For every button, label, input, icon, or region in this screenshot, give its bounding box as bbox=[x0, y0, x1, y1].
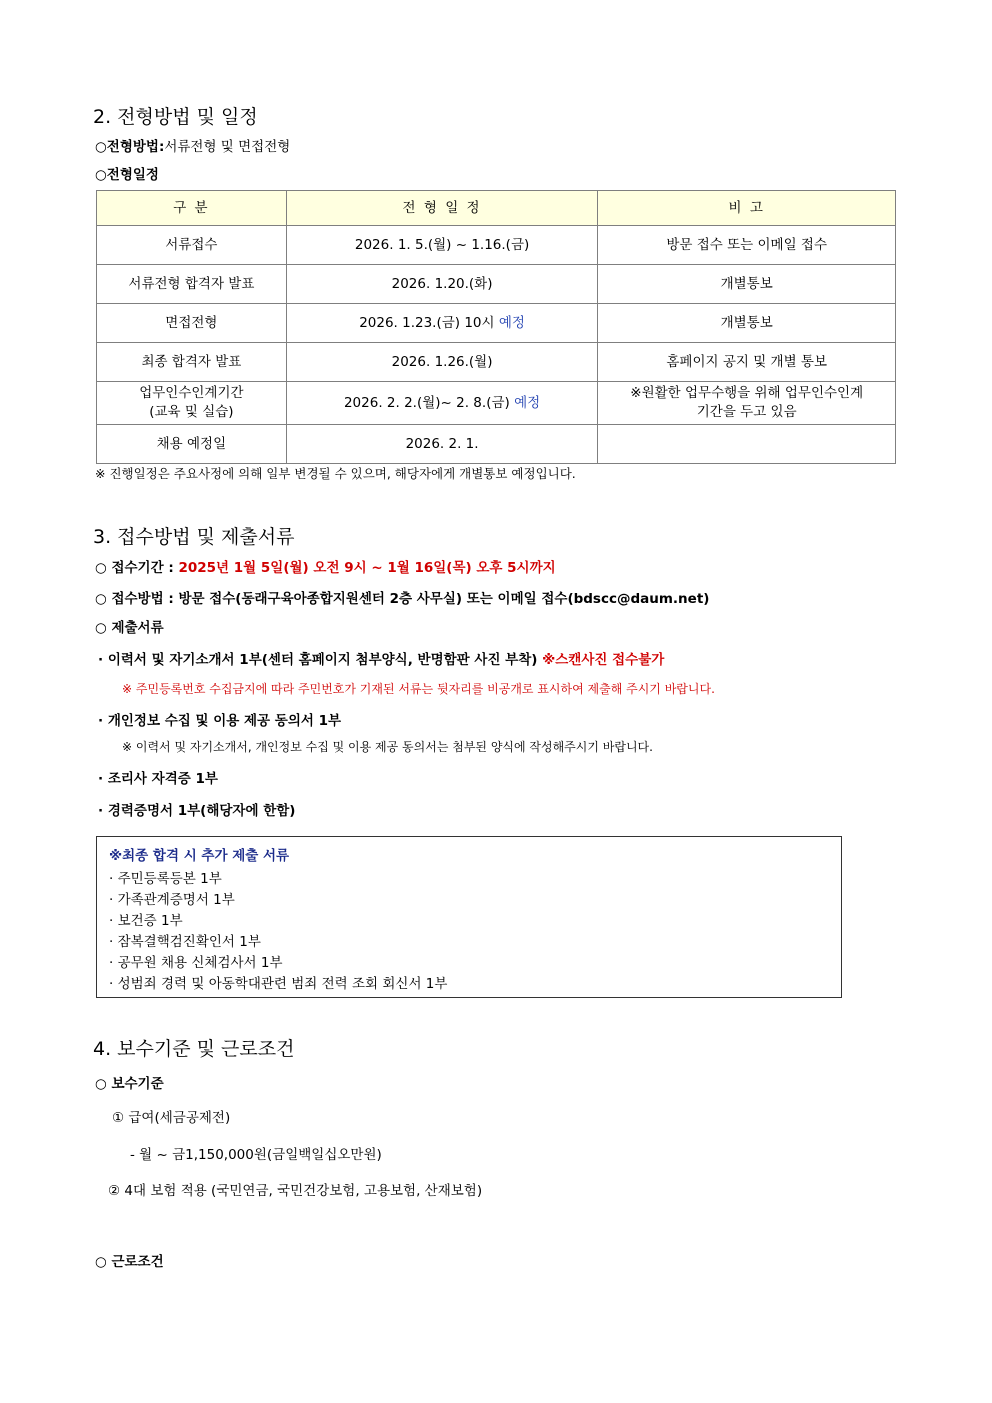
doc-note-forms: ※ 이력서 및 자기소개서, 개인정보 수집 및 이용 제공 동의서는 첨부된 양식에 작성해주시기 바랍니다. bbox=[122, 740, 653, 754]
pay-label: ○ 보수기준 bbox=[95, 1076, 164, 1092]
doc-warning: ※스캔사진 접수불가 bbox=[542, 652, 665, 668]
list-item: · 잠복결핵검진확인서 1부 bbox=[109, 934, 261, 950]
table-cell bbox=[286, 425, 598, 464]
cell-text: 2026. 1.20.(화) bbox=[391, 275, 493, 292]
table-header: 비 고 bbox=[598, 191, 896, 226]
doc-item-license: · 조리사 자격증 1부 bbox=[98, 771, 218, 787]
table-cell bbox=[97, 382, 287, 425]
schedule-label: ○전형일정 bbox=[95, 167, 159, 183]
doc-item-career: · 경력증명서 1부(해당자에 한함) bbox=[98, 803, 296, 819]
table-row bbox=[97, 304, 896, 343]
table-header: 구 분 bbox=[97, 191, 287, 226]
section4-title: 4. 보수기준 및 근로조건 bbox=[93, 1038, 295, 1060]
table-header-row bbox=[97, 191, 896, 226]
cell-text: 2026. 1.26.(월) bbox=[391, 353, 493, 370]
period-line bbox=[95, 556, 556, 576]
section2-title: 2. 전형방법 및 일정 bbox=[93, 106, 258, 128]
cell-suffix: 예정 bbox=[514, 394, 541, 411]
table-cell: 서류접수 bbox=[97, 226, 287, 265]
table-header: 전 형 일 정 bbox=[286, 191, 598, 226]
table-cell: 홈페이지 공지 및 개별 통보 bbox=[598, 343, 896, 382]
cell-text: 2026. 1. 5.(월) ~ 1.16.(금) bbox=[354, 236, 530, 253]
conditions-label: ○ 근로조건 bbox=[95, 1254, 164, 1270]
pay-item-insurance: ② 4대 보험 적용 (국민연금, 국민건강보험, 고용보험, 산재보험) bbox=[108, 1183, 483, 1199]
pay-item-salary: ① 급여(세금공제전) bbox=[112, 1110, 231, 1126]
table-row bbox=[97, 425, 896, 464]
extra-docs-title: ※최종 합격 시 추가 제출 서류 bbox=[109, 848, 290, 864]
table-cell bbox=[598, 425, 896, 464]
table-cell: 개별통보 bbox=[598, 265, 896, 304]
table-cell bbox=[286, 265, 598, 304]
cell-text: 2026. 2. 2.(월)~ 2. 8.(금) bbox=[343, 394, 515, 411]
table-cell: 방문 접수 또는 이메일 접수 bbox=[598, 226, 896, 265]
doc-note-ssn: ※ 주민등록번호 수집금지에 따라 주민번호가 기재된 서류는 뒷자리를 비공개로 표시하여 제출해 주시기 바랍니다. bbox=[122, 682, 715, 696]
cell-text: (교육 및 실습) bbox=[149, 404, 234, 420]
cell-text: 기간을 두고 있음 bbox=[696, 404, 797, 420]
section3-title: 3. 접수방법 및 제출서류 bbox=[93, 526, 295, 548]
method-value: 서류전형 및 면접전형 bbox=[164, 139, 291, 155]
table-cell bbox=[286, 226, 598, 265]
list-item: · 가족관계증명서 1부 bbox=[109, 892, 235, 908]
doc-text: · 이력서 및 자기소개서 1부(센터 홈페이지 첨부양식, 반명함판 사진 부착) bbox=[98, 652, 543, 668]
doc-item-resume bbox=[98, 648, 664, 668]
list-item: · 공무원 채용 신체검사서 1부 bbox=[109, 955, 283, 971]
cell-text: ※원활한 업무수행을 위해 업무인수인계 bbox=[630, 385, 864, 401]
table-row bbox=[97, 382, 896, 425]
table-cell bbox=[286, 382, 598, 425]
docs-label: ○ 제출서류 bbox=[95, 620, 164, 636]
table-cell: 최종 합격자 발표 bbox=[97, 343, 287, 382]
schedule-note: ※ 진행일정은 주요사정에 의해 일부 변경될 수 있으며, 해당자에게 개별통보 예정입니다. bbox=[95, 466, 576, 481]
table-row bbox=[97, 265, 896, 304]
list-item: · 성범죄 경력 및 아동학대관련 범죄 전력 조회 회신서 1부 bbox=[109, 976, 448, 992]
table-cell bbox=[598, 382, 896, 425]
table-cell: 채용 예정일 bbox=[97, 425, 287, 464]
pay-item-salary-detail: - 월 ~ 금1,150,000원(금일백일십오만원) bbox=[130, 1147, 382, 1163]
table-row bbox=[97, 343, 896, 382]
cell-text: 2026. 2. 1. bbox=[405, 435, 479, 452]
table-cell bbox=[286, 343, 598, 382]
table-cell: 개별통보 bbox=[598, 304, 896, 343]
cell-text: 업무인수인계기간 bbox=[139, 385, 244, 401]
cell-suffix: 예정 bbox=[498, 314, 525, 331]
cell-text: 2026. 1.23.(금) 10시 bbox=[359, 314, 499, 331]
period-value: 2025년 1월 5일(월) 오전 9시 ~ 1월 16일(목) 오후 5시까지 bbox=[178, 560, 556, 576]
extra-docs-box bbox=[96, 836, 842, 998]
table-cell: 서류전형 합격자 발표 bbox=[97, 265, 287, 304]
doc-item-consent: · 개인정보 수집 및 이용 제공 동의서 1부 bbox=[98, 713, 342, 729]
table-row bbox=[97, 226, 896, 265]
period-label: ○ 접수기간 : bbox=[95, 560, 179, 576]
schedule-table bbox=[96, 190, 896, 464]
list-item: · 보건증 1부 bbox=[109, 913, 183, 929]
apply-method: ○ 접수방법 : 방문 접수(동래구육아종합지원센터 2층 사무실) 또는 이메일 접수(bdscc@daum.net) bbox=[95, 591, 710, 607]
table-cell: 면접전형 bbox=[97, 304, 287, 343]
list-item: · 주민등록등본 1부 bbox=[109, 871, 222, 887]
method-label: ○전형방법: bbox=[95, 139, 165, 155]
method-line bbox=[95, 135, 290, 155]
table-cell bbox=[286, 304, 598, 343]
